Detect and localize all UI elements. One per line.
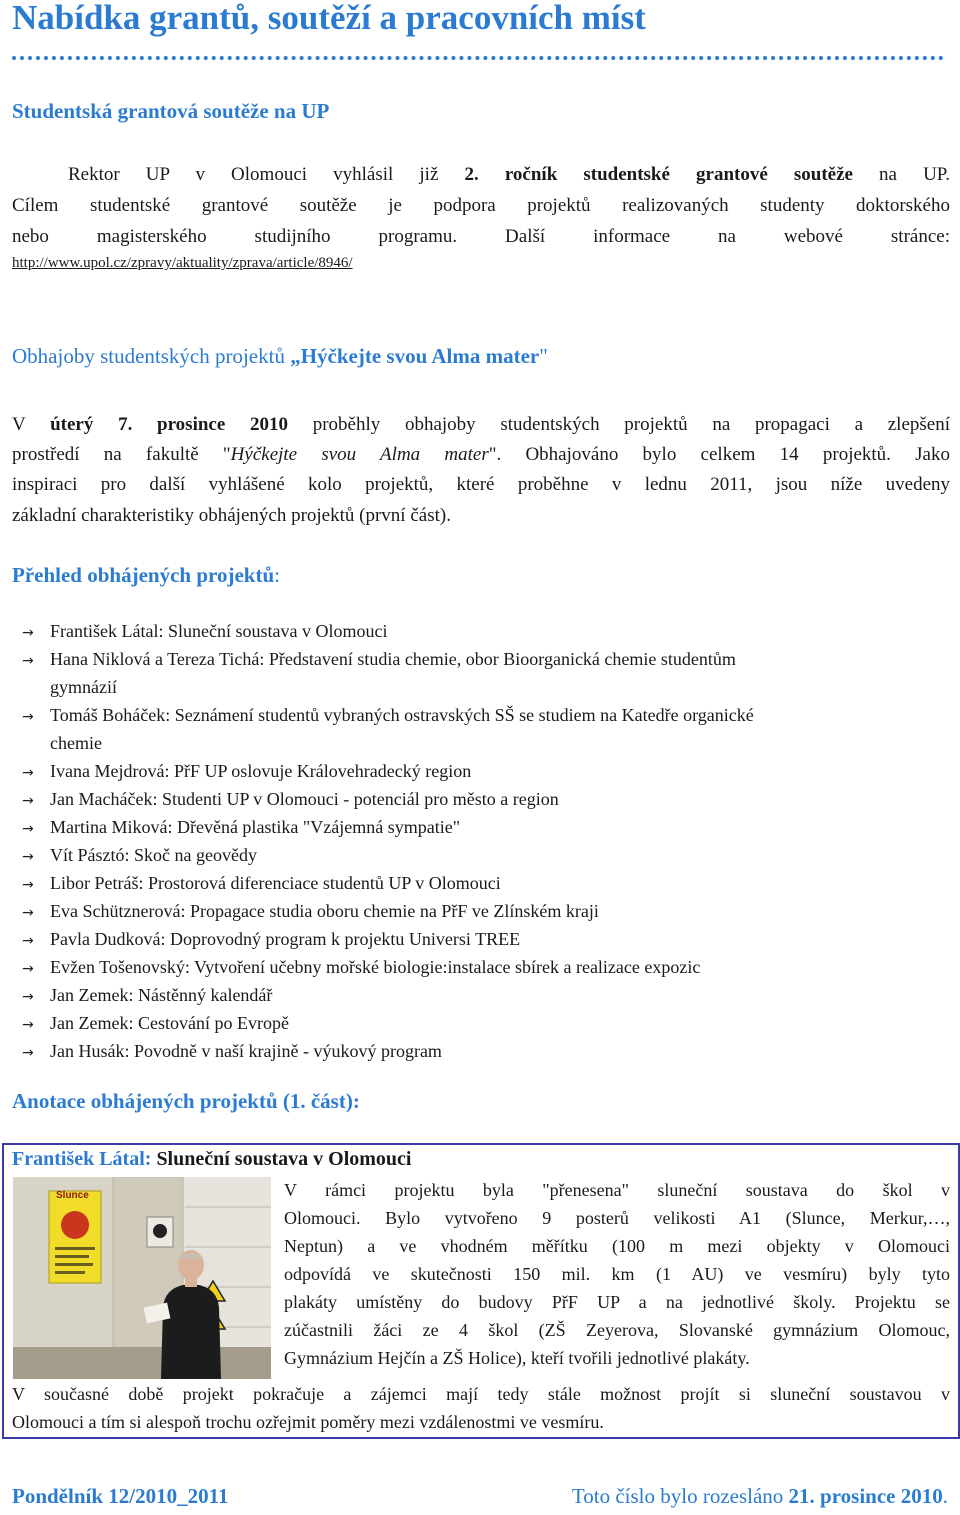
arrow-right-icon: → <box>22 877 34 893</box>
project-list-item-text: Martina Miková: Dřevěná plastika "Vzájemná sympatie" <box>50 817 461 837</box>
project-description-line: Gymnázium Hejčín a ZŠ Holice), kteří tvořili jednotlivé plakáty. <box>284 1348 750 1368</box>
project-list-item-text: Jan Zemek: Cestování po Evropě <box>50 1013 289 1033</box>
project-description-line: odpovídá ve skutečnosti 150 mil. km (1 AU) ve vesmíru) byly tyto <box>284 1264 950 1284</box>
project-list-item-text: Jan Zemek: Nástěnný kalendář <box>50 985 273 1005</box>
project-list-item <box>22 701 754 731</box>
project-list-item-text: Tomáš Boháček: Seznámení studentů vybraných ostravských SŠ se studiem na Katedře organické <box>50 705 754 725</box>
project-list-item-continuation: gymnázií <box>50 677 117 697</box>
arrow-right-icon: → <box>22 821 34 837</box>
project-list-item-text: Hana Niklová a Tereza Tichá: Představení studia chemie, obor Bioorganická chemie studentům <box>50 649 736 669</box>
project-list-item <box>22 953 700 983</box>
grant-paragraph-line: nebo magisterského studijního programu. Další informace na webové stránce: <box>12 226 950 247</box>
defense-paragraph-line: inspiraci pro další vyhlášené kolo projektů, které proběhne v lednu 2011, jsou níže uvedeny <box>12 474 950 495</box>
project-list-item-text: Libor Petráš: Prostorová diferenciace studentů UP v Olomouci <box>50 873 501 893</box>
grant-paragraph-line: Rektor UP v Olomouci vyhlásil již 2. ročník studentské grantové soutěže na UP. <box>68 164 950 185</box>
project-list-item-text: Evžen Tošenovský: Vytvoření učebny mořské biologie:instalace sbírek a realizace expozic <box>50 957 701 977</box>
project-description-line: Olomouci. Bylo vytvořeno 9 posterů velikosti A1 (Slunce, Merkur,…, <box>284 1208 950 1228</box>
grant-section-heading: Studentská grantová soutěže na UP <box>12 99 330 123</box>
photo-illustration <box>13 1177 271 1379</box>
defense-section-heading: Obhajoby studentských projektů „Hýčkejte svou Alma mater" <box>12 344 548 368</box>
project-list-item-text: Jan Macháček: Studenti UP v Olomouci - potenciál pro město a region <box>50 789 559 809</box>
project-list-item-text: Vít Pásztó: Skoč na geovědy <box>50 845 257 865</box>
project-title <box>12 1148 411 1171</box>
arrow-right-icon: → <box>22 1017 34 1033</box>
project-author: František Látal: <box>12 1148 152 1170</box>
project-list-item <box>22 925 520 955</box>
sent-date: Toto číslo bylo rozesláno 21. prosince 2010. <box>571 1484 948 1508</box>
arrow-right-icon: → <box>22 933 34 949</box>
project-continuation-line: V současné době projekt pokračuje a zájemci mají tedy stále možnost projít si sluneční soustavou v <box>12 1384 950 1404</box>
project-list-item <box>22 645 736 675</box>
arrow-right-icon: → <box>22 849 34 865</box>
arrow-right-icon: → <box>22 961 34 977</box>
project-list-item <box>22 897 599 927</box>
arrow-right-icon: → <box>22 653 34 669</box>
project-list-item <box>22 785 559 815</box>
grant-paragraph-line: Cílem studentské grantové soutěže je podpora projektů realizovaných studenty doktorského <box>12 195 950 216</box>
arrow-right-icon: → <box>22 709 34 725</box>
project-list-item-text: František Látal: Sluneční soustava v Olomouci <box>50 621 388 641</box>
project-list-item-text: Jan Husák: Povodně v naší krajině - výukový program <box>50 1041 442 1061</box>
arrow-right-icon: → <box>22 625 34 641</box>
project-continuation-line: Olomouci a tím si alespoň trochu ozřejmit poměry mezi vzdálenostmi ve vesmíru. <box>12 1412 604 1432</box>
project-list-item <box>22 757 471 787</box>
project-list-item-text: Eva Schütznerová: Propagace studia oboru chemie na PřF ve Zlínském kraji <box>50 901 599 921</box>
project-list-item-continuation: chemie <box>50 733 102 753</box>
project-description-line: zúčastnili žáci ze 4 škol (ZŠ Zeyerova, Slovanské gymnázium Olomouc, <box>284 1320 950 1340</box>
defense-paragraph-line: V úterý 7. prosince 2010 proběhly obhajoby studentských projektů na propagaci a zlepšení <box>12 414 950 435</box>
poster-label: Slunce <box>56 1190 89 1201</box>
arrow-right-icon: → <box>22 793 34 809</box>
arrow-right-icon: → <box>22 905 34 921</box>
project-list-item-text: Pavla Dudková: Doprovodný program k projektu Universi TREE <box>50 929 521 949</box>
project-description-line: Neptun) a ve vhodném měřítku (100 m mezi objekty v Olomouci <box>284 1236 950 1256</box>
arrow-right-icon: → <box>22 1045 34 1061</box>
project-list-item <box>22 617 387 647</box>
project-photo <box>13 1177 271 1379</box>
project-list-item <box>22 869 501 899</box>
project-list-item <box>22 1009 289 1039</box>
title-divider <box>12 56 944 60</box>
project-list-item <box>22 981 272 1011</box>
project-list-item <box>22 841 257 871</box>
project-description-line: V rámci projektu byla "přenesena" sluneční soustava do škol v <box>284 1180 950 1200</box>
overview-heading: Přehled obhájených projektů: <box>12 563 280 587</box>
annotations-heading: Anotace obhájených projektů (1. část): <box>12 1089 360 1113</box>
page-title: Nabídka grantů, soutěží a pracovních míst <box>12 0 646 37</box>
arrow-right-icon: → <box>22 765 34 781</box>
project-list-item <box>22 1037 442 1067</box>
article-link[interactable]: http://www.upol.cz/zpravy/aktuality/zprava/article/8946/ <box>12 255 353 271</box>
arrow-right-icon: → <box>22 989 34 1005</box>
project-name: Sluneční soustava v Olomouci <box>156 1148 412 1170</box>
project-description-line: plakáty umístěny do budovy PřF UP a na jednotlivé školy. Projektu se <box>284 1292 950 1312</box>
issue-label: Pondělník 12/2010_2011 <box>12 1484 229 1508</box>
defense-paragraph-line: prostředí na fakultě "Hýčkejte svou Alma mater". Obhajováno bylo celkem 14 projektů. Jako <box>12 444 950 465</box>
defense-paragraph-line: základní charakteristiky obhájených projektů (první část). <box>12 505 451 526</box>
project-list-item-text: Ivana Mejdrová: PřF UP oslovuje Královehradecký region <box>50 761 472 781</box>
project-list-item <box>22 813 460 843</box>
